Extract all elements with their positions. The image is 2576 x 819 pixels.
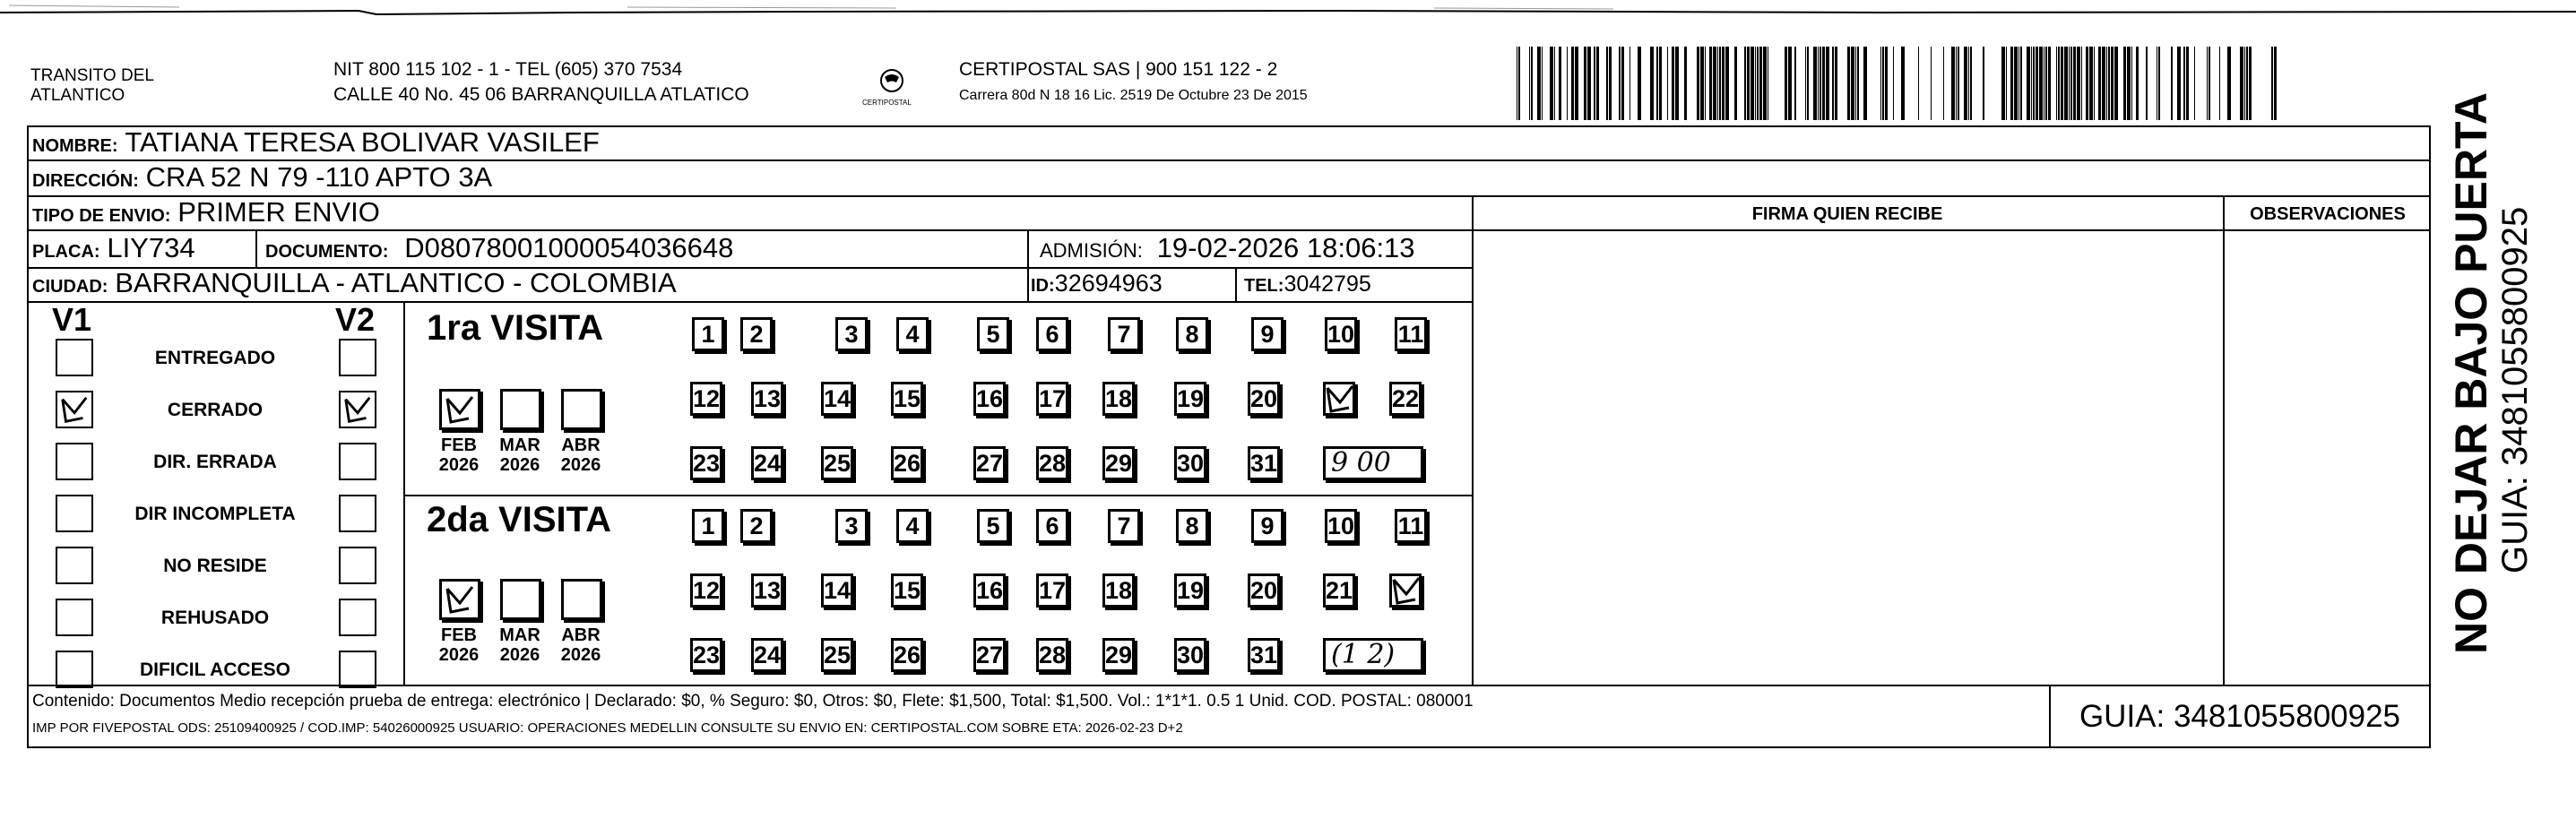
admission-field [1040,233,1415,266]
footer-print-info: IMP POR FIVEPOSTAL ODS: 25109400925 / COD.IMP: 54026000925 USUARIO: OPERACIONES MEDELLIN CONSULTE SU ENVIO EN: CERTIPOSTAL.COM SOBRE ETA: 2026-02-23 D+2 [32,720,1183,736]
first-month-label: FEB 2026 [438,435,480,475]
name-label: NOMBRE: [32,136,118,156]
second-day-8[interactable]: 8 [1176,509,1208,543]
second-day-26[interactable]: 26 [891,638,923,672]
second-day-15[interactable]: 15 [891,573,923,608]
visit-divider [403,495,1474,496]
side-guide: GUIA: 3481055800925 [2495,206,2535,573]
second-day-20[interactable]: 20 [1248,573,1280,608]
address-value: CRA 52 N 79 -110 APTO 3A [145,161,493,193]
second-day-1[interactable]: 1 [692,509,724,543]
col-line [1027,229,1029,301]
second-day-12[interactable]: 12 [690,573,722,608]
plate-label: PLACA: [32,242,100,262]
first-day-13[interactable]: 13 [751,382,783,416]
row-line [27,229,2431,231]
first-day-16[interactable]: 16 [973,382,1006,416]
day-check-mark [1388,573,1424,608]
first-time-box: 9 00 [1323,446,1423,480]
second-day-5[interactable]: 5 [977,509,1009,543]
first-day-18[interactable]: 18 [1102,382,1135,416]
first-day-1[interactable]: 1 [692,317,724,351]
v1-checkbox[interactable] [56,599,93,636]
second-day-27[interactable]: 27 [973,638,1006,672]
second-day-23[interactable]: 23 [690,638,722,672]
first-day-9[interactable]: 9 [1251,317,1284,351]
tel-value: 3042795 [1284,272,1371,297]
second-day-6[interactable]: 6 [1036,509,1068,543]
v1-checkbox[interactable] [56,339,93,376]
second-visit-title: 2da VISITA [427,500,611,539]
id-label: ID: [1031,276,1055,296]
first-day-24[interactable]: 24 [751,446,783,480]
city-value: BARRANQUILLA - ATLANTICO - COLOMBIA [115,267,677,298]
second-time-box: (1 2) [1323,638,1423,672]
v1-checkbox[interactable] [56,495,93,532]
reason-label: REHUSADO [160,608,270,628]
v1-checkbox[interactable] [56,651,93,688]
second-day-14[interactable]: 14 [821,573,853,608]
second-month-label: FEB 2026 [438,625,480,665]
document-value: D08078001000054036648 [404,232,734,263]
second-day-7[interactable]: 7 [1108,509,1140,543]
v1-checkbox[interactable] [56,391,93,428]
scan-artifact-line [0,0,2576,27]
first-day-20[interactable]: 20 [1248,382,1280,416]
first-day-12[interactable]: 12 [690,382,722,416]
second-day-24[interactable]: 24 [751,638,783,672]
first-day-21[interactable] [1323,382,1355,416]
col-line [2223,195,2225,685]
reason-label: CERRADO [167,400,264,420]
second-day-3[interactable]: 3 [835,509,868,543]
v1-checkbox[interactable] [56,547,93,584]
sender-name-line1: TRANSITO DEL [30,66,154,85]
side-warning: NO DEJAR BAJO PUERTA [2446,92,2496,654]
plate-value: LIY734 [107,232,195,263]
second-day-16[interactable]: 16 [973,573,1006,608]
second-day-11[interactable]: 11 [1395,509,1427,543]
first-day-19[interactable]: 19 [1174,382,1206,416]
second-month-label: ABR 2026 [560,625,601,665]
first-day-17[interactable]: 17 [1036,382,1068,416]
send-type-field [32,197,380,231]
send-type-label: TIPO DE ENVIO: [32,206,171,226]
col-line [403,301,405,685]
sender-nit: NIT 800 115 102 - 1 - TEL (605) 370 7534 [333,59,683,80]
second-month-label: MAR 2026 [499,625,540,665]
first-visit-title: 1ra VISITA [427,308,604,348]
first-day-6[interactable]: 6 [1036,317,1068,351]
document-field [265,233,733,267]
footer-guide: GUIA: 3481055800925 [2079,699,2401,734]
v2-checkbox[interactable] [339,599,376,636]
second-day-25[interactable]: 25 [821,638,853,672]
v2-checkbox[interactable] [339,651,376,688]
reason-label: DIR INCOMPLETA [134,504,296,524]
document-label: DOCUMENTO: [265,242,389,262]
tel-field [1244,268,1371,301]
first-day-31[interactable]: 31 [1248,446,1280,480]
v2-checkbox[interactable] [339,547,376,584]
admission-value: 19-02-2026 18:06:13 [1156,232,1415,263]
name-value: TATIANA TERESA BOLIVAR VASILEF [125,126,600,158]
second-month-checkbox[interactable] [500,579,541,620]
first-day-15[interactable]: 15 [891,382,923,416]
first-day-27[interactable]: 27 [973,446,1006,480]
second-day-31[interactable]: 31 [1248,638,1280,672]
address-field [32,162,492,196]
first-day-28[interactable]: 28 [1036,446,1068,480]
admission-label: ADMISIÓN: [1040,239,1143,262]
first-day-5[interactable]: 5 [977,317,1009,351]
v2-label: V2 [335,301,376,338]
first-month-checkbox[interactable] [561,389,602,430]
second-day-18[interactable]: 18 [1102,573,1135,608]
send-type-value: PRIMER ENVIO [177,196,380,228]
plate-field [32,233,195,267]
row-line [27,685,2431,686]
v2-checkbox[interactable] [339,391,376,428]
second-month-checkbox[interactable] [561,579,602,620]
second-day-13[interactable]: 13 [751,573,783,608]
observations-header: OBSERVACIONES [2250,204,2406,224]
first-day-3[interactable]: 3 [835,317,868,351]
first-day-22[interactable]: 22 [1389,382,1422,416]
col-line [255,229,257,267]
first-month-label: ABR 2026 [560,435,601,475]
first-day-8[interactable]: 8 [1176,317,1208,351]
first-day-7[interactable]: 7 [1108,317,1140,351]
reason-label: NO RESIDE [163,556,267,576]
signature-header: FIRMA QUIEN RECIBE [1751,204,1943,224]
second-day-30[interactable]: 30 [1174,638,1206,672]
second-day-21[interactable]: 21 [1323,573,1355,608]
first-day-11[interactable]: 11 [1395,317,1427,351]
second-day-17[interactable]: 17 [1036,573,1068,608]
second-day-10[interactable]: 10 [1325,509,1357,543]
first-month-checkbox[interactable] [500,389,541,430]
day-check-mark [1322,381,1358,417]
first-day-23[interactable]: 23 [690,446,722,480]
second-day-19[interactable]: 19 [1174,573,1206,608]
reason-label: ENTREGADO [154,348,276,368]
sender-address: CALLE 40 No. 45 06 BARRANQUILLA ATLATICO [333,84,749,105]
logo-text: CERTIPOSTAL [862,99,912,107]
v2-checkbox[interactable] [339,495,376,532]
v1-label: V1 [52,301,92,338]
courier-address: Carrera 80d N 18 16 Lic. 2519 De Octubre 23 De 2015 [959,88,1308,103]
reason-label: DIFICIL ACCESO [139,660,290,680]
second-month-checkbox[interactable] [439,579,480,620]
second-day-4[interactable]: 4 [896,509,929,543]
first-day-4[interactable]: 4 [896,317,929,351]
sender-name [30,66,154,106]
col-line [1472,195,1474,685]
footer-contents: Contenido: Documentos Medio recepción prueba de entrega: electrónico | Declarado: $0, % Seguro: $0, Otros: $0, Flete: $1,500, Total: $1,500. Vol.: 1*1*1. 0.5 1 Unid. COD. POSTAL: 080001 [32,692,1474,711]
second-day-9[interactable]: 9 [1251,509,1284,543]
first-month-label: MAR 2026 [499,435,540,475]
first-day-26[interactable]: 26 [891,446,923,480]
v2-checkbox[interactable] [339,443,376,480]
reason-label: DIR. ERRADA [153,452,277,472]
second-day-28[interactable]: 28 [1036,638,1068,672]
col-line [1235,267,1237,301]
id-field [1031,268,1163,301]
v1-checkbox[interactable] [56,443,93,480]
first-month-checkbox[interactable] [439,389,480,430]
first-day-2[interactable]: 2 [740,317,773,351]
id-value: 32694963 [1054,270,1163,297]
first-day-10[interactable]: 10 [1325,317,1357,351]
second-day-2[interactable]: 2 [740,509,773,543]
first-day-14[interactable]: 14 [821,382,853,416]
first-day-29[interactable]: 29 [1102,446,1135,480]
guide-barcode [1517,47,2280,120]
v2-checkbox[interactable] [339,339,376,376]
sender-name-line2: ATLANTICO [30,86,125,105]
first-day-30[interactable]: 30 [1174,446,1206,480]
second-day-29[interactable]: 29 [1102,638,1135,672]
tel-label: TEL: [1244,276,1284,296]
address-label: DIRECCIÓN: [32,171,139,191]
name-field [32,127,600,161]
first-day-25[interactable]: 25 [821,446,853,480]
second-day-22[interactable] [1389,573,1422,608]
city-field [32,268,677,302]
city-label: CIUDAD: [32,277,108,297]
courier-name: CERTIPOSTAL SAS | 900 151 122 - 2 [959,59,1278,80]
certipostal-logo [860,68,923,113]
